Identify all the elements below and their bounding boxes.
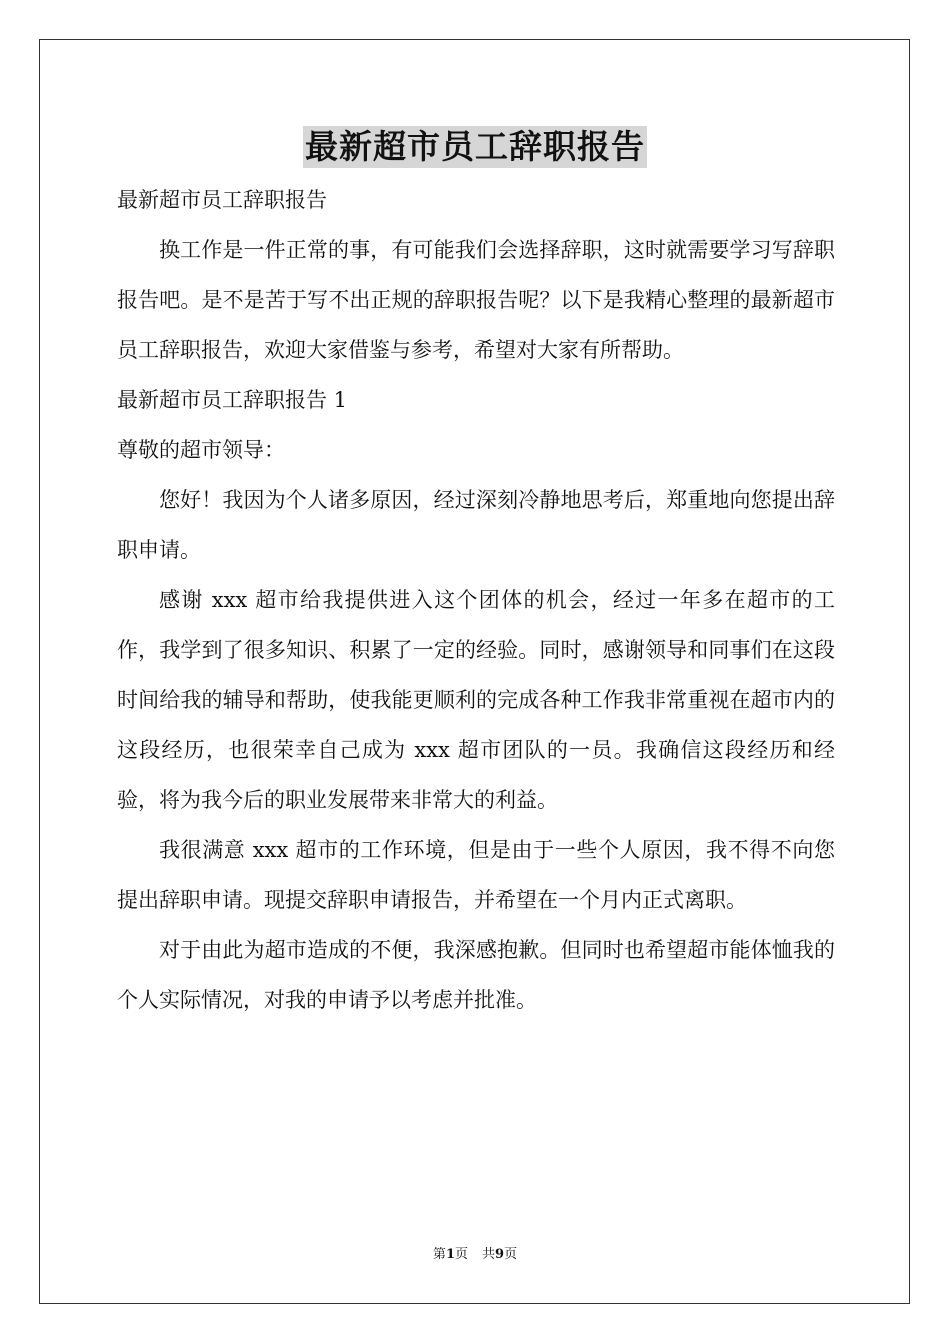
salutation: 尊敬的超市领导：: [117, 438, 285, 462]
page-footer: [0, 1246, 950, 1264]
paragraph: 我很满意 xxx 超市的工作环境，但是由于一些个人原因，我不得不向您提出辞职申请。现提交辞职申请报告，并希望在一个月内正式离职。: [117, 838, 835, 912]
paragraph: 您好！我因为个人诸多原因，经过深刻冷静地思考后，郑重地向您提出辞职申请。: [117, 488, 835, 562]
page-label-suffix: 页: [454, 1247, 468, 1262]
current-page-number: 1: [445, 1247, 455, 1262]
section-heading: 最新超市员工辞职报告 1: [117, 388, 348, 412]
total-label-suffix: 页: [504, 1247, 518, 1262]
paragraph: 换工作是一件正常的事，有可能我们会选择辞职，这时就需要学习写辞职报告吧。是不是苦于写不出正规的辞职报告呢？以下是我精心整理的最新超市员工辞职报告，欢迎大家借鉴与参考，希望对大家有所帮助。: [117, 238, 835, 362]
paragraph: 最新超市员工辞职报告: [117, 188, 327, 212]
total-page-number: 9: [495, 1247, 505, 1262]
title-container: [0, 126, 950, 168]
paragraph: 对于由此为超市造成的不便，我深感抱歉。但同时也希望超市能体恤我的个人实际情况，对我的申请予以考虑并批准。: [117, 938, 835, 1012]
document-body: [117, 175, 835, 1025]
paragraph: 感谢 xxx 超市给我提供进入这个团体的机会，经过一年多在超市的工作，我学到了很多知识、积累了一定的经验。同时，感谢领导和同事们在这段时间给我的辅导和帮助，使我能更顺利的完成各种工作我非常重视在超市内的这段经历，也很荣幸自己成为 xxx 超市团队的一员。我确信这段经历和经验，将为我今后的职业发展带来非常大的利益。: [117, 588, 835, 812]
document-title: 最新超市员工辞职报告: [305, 127, 645, 166]
total-label-prefix: 共: [482, 1247, 496, 1262]
page-label-prefix: 第: [432, 1247, 446, 1262]
